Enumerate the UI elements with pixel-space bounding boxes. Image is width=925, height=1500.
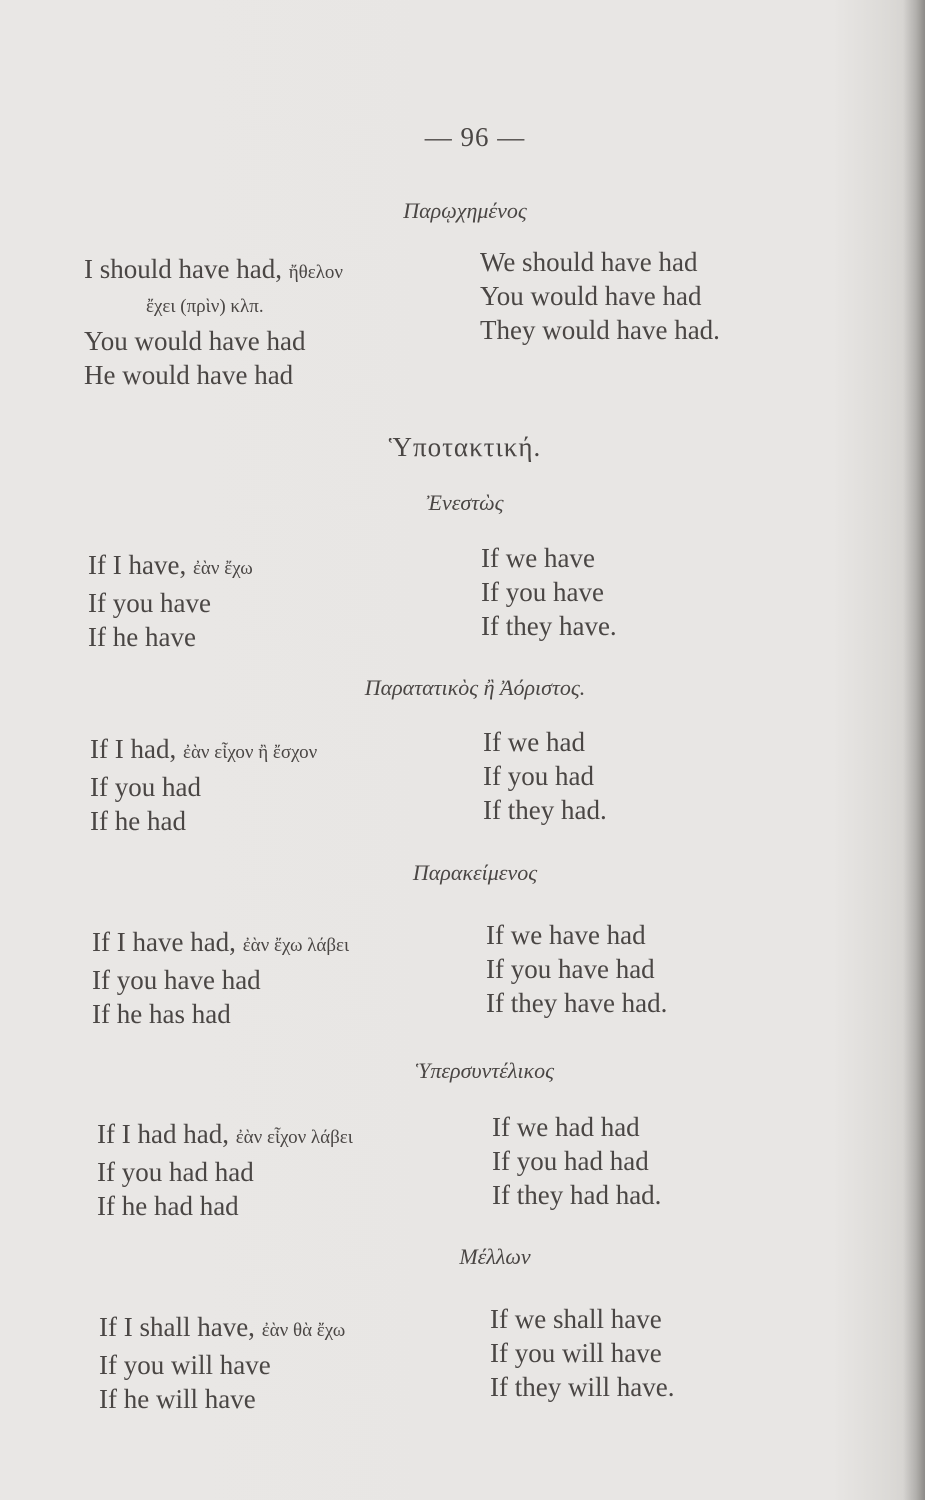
conjugation-line: If I shall have, ἐὰν θὰ ἔχω	[99, 1312, 346, 1342]
left-conjugation-column	[90, 732, 317, 838]
conjugation-line: If he will have	[99, 1384, 256, 1414]
conjugation-line: If he have	[88, 622, 196, 652]
greek-gloss: ἐὰν εἶχον λάβει	[235, 1127, 353, 1148]
page-number: — 96 —	[424, 122, 526, 152]
left-conjugation-column	[97, 1117, 353, 1223]
tense-heading-imperfect-aorist: Παρατατικὸς ἢ Ἀόριστος.	[364, 675, 586, 700]
right-conjugation-column	[486, 918, 667, 1020]
tense-heading-present: Ἐνεστὼς	[426, 490, 504, 515]
conjugation-line: If you have had	[92, 965, 261, 995]
tense-heading-future: Μέλλων	[459, 1244, 531, 1269]
conjugation-line: If he had had	[97, 1191, 239, 1221]
conjugation-line: You would have had	[84, 326, 306, 356]
conjugation-line: If you will have	[490, 1338, 662, 1368]
conjugation-line: If we have had	[486, 920, 646, 950]
conjugation-line: He would have had	[84, 360, 294, 390]
conjugation-line: If we had had	[492, 1112, 640, 1142]
conjugation-line: If they will have.	[490, 1372, 675, 1402]
greek-gloss: ἔχει (πρὶν) κλπ.	[146, 296, 264, 317]
tense-heading-pluperfect: Ὑπερσυντέλικος	[415, 1058, 554, 1083]
conjugation-line: If you had had	[97, 1157, 254, 1187]
conjugation-line: If he had	[90, 806, 186, 836]
mood-heading-subjunctive: Ὑποτακτική.	[388, 432, 542, 462]
greek-gloss: ἐὰν ἔχω λάβει	[242, 935, 350, 956]
conjugation-line: If they had had.	[492, 1180, 662, 1210]
page-edge-shadow	[903, 0, 925, 1500]
conjugation-line: If we had	[483, 727, 585, 757]
left-conjugation-column	[84, 252, 343, 392]
conjugation-line: If we have	[481, 543, 595, 573]
conjugation-line: If you have	[88, 588, 211, 618]
conjugation-line: If I have had, ἐὰν ἔχω λάβει	[92, 927, 350, 957]
left-conjugation-column	[99, 1310, 345, 1416]
conjugation-line: If they have had.	[486, 988, 668, 1018]
left-conjugation-column	[92, 925, 349, 1031]
conjugation-line: If he has had	[92, 999, 231, 1029]
conjugation-line: If you will have	[99, 1350, 271, 1380]
right-conjugation-column	[480, 245, 720, 347]
greek-gloss: ἤθελον	[288, 262, 344, 283]
tense-heading-perfect: Παρακείμενος	[412, 860, 538, 885]
greek-gloss: ἐὰν θὰ ἔχω	[261, 1320, 346, 1341]
conjugation-line: If I had, ἐὰν εἶχον ἢ ἔσχον	[90, 734, 318, 764]
right-conjugation-column	[490, 1302, 674, 1404]
conjugation-line: We should have had	[480, 247, 698, 277]
conjugation-line: If I had had, ἐὰν εἶχον λάβει	[97, 1119, 353, 1149]
conjugation-line: I should have had, ἤθελον	[84, 254, 344, 284]
greek-gloss: ἐὰν εἶχον ἢ ἔσχον	[182, 742, 318, 763]
right-conjugation-column	[492, 1110, 661, 1212]
conjugation-line: If you had	[483, 761, 594, 791]
conjugation-line: If you have	[481, 577, 604, 607]
conjugation-line: If they have.	[481, 611, 617, 641]
conjugation-line: If you had had	[492, 1146, 649, 1176]
conjugation-line: They would have had.	[480, 315, 720, 345]
conjugation-line: If I have, ἐὰν ἔχω	[88, 550, 253, 580]
conjugation-line: You would have had	[480, 281, 702, 311]
conjugation-line: If they had.	[483, 795, 607, 825]
tense-heading-past-conditional: Παρῳχημένος	[403, 198, 527, 223]
left-conjugation-column	[88, 548, 253, 654]
conjugation-line: If you have had	[486, 954, 655, 984]
greek-gloss: ἐὰν ἔχω	[192, 558, 253, 579]
conjugation-line: If you had	[90, 772, 201, 802]
right-conjugation-column	[481, 541, 617, 643]
right-conjugation-column	[483, 725, 607, 827]
conjugation-line: If we shall have	[490, 1304, 662, 1334]
